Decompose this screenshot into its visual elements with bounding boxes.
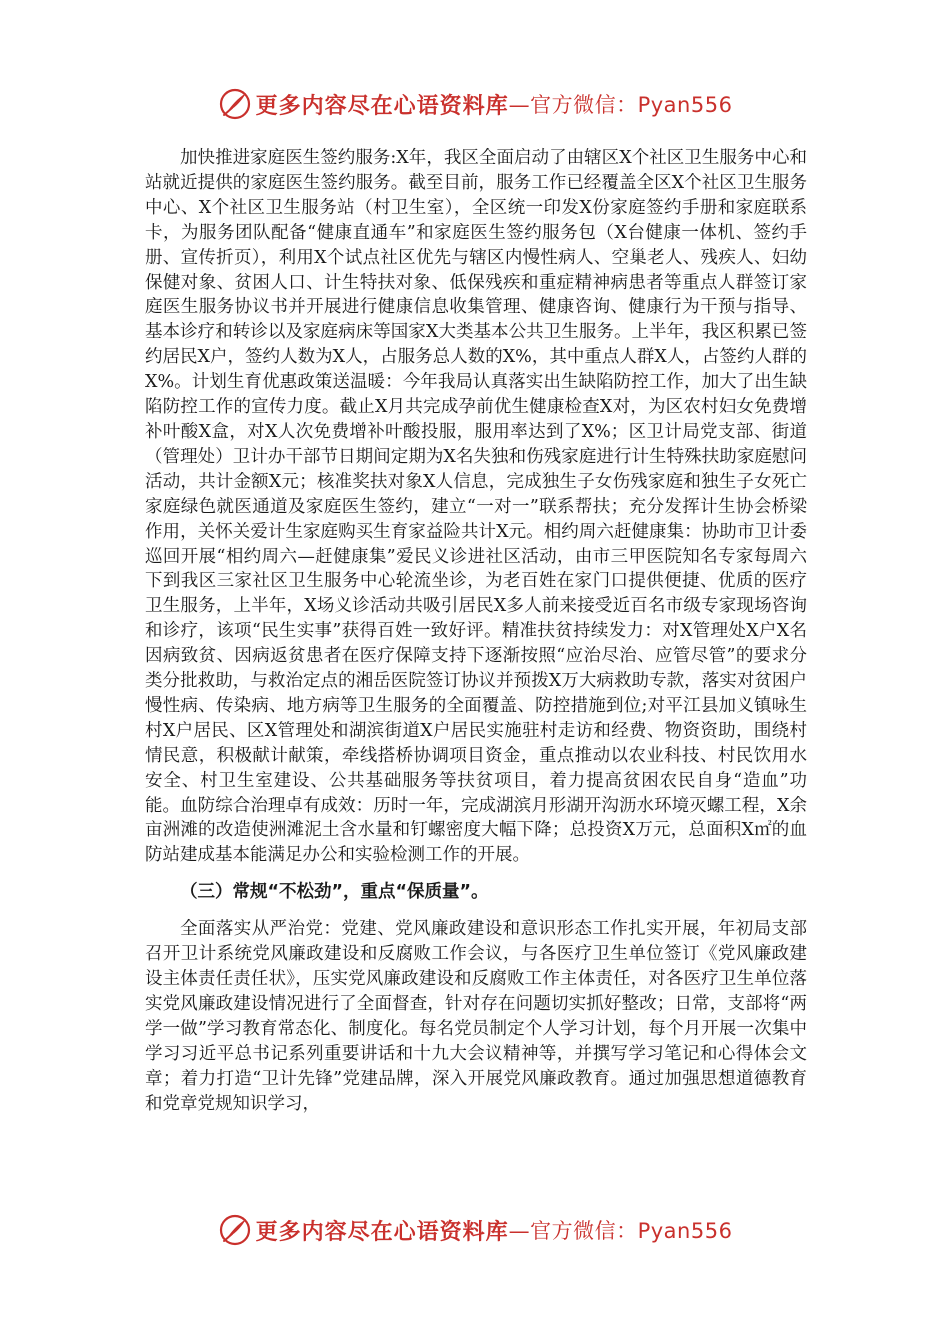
- body-paragraph: 加快推进家庭医生签约服务:X年，我区全面启动了由辖区X个社区卫生服务中心和站就近提供的家庭医生签约服务。截至目前，服务工作已经覆盖全区X个社区卫生服务中心、X个社区卫生服务站（村卫生室），全区统一印发X份家庭签约手册和家庭联系卡，为服务团队配备“健康直通车”和家庭医生签约服务包（X台健康一体机、签约手册、宣传折页），利用X个试点社区优先与辖区内慢性病人、空巢老人、残疾人、妇幼保健对象、贫困人口、计生特扶对象、低保残疾和重症精神病患者等重点人群签订家庭医生服务协议书并开展进行健康信息收集管理、健康咨询、健康行为干预与指导、基本诊疗和转诊以及家庭病床等国家X大类基本公共卫生服务。上半年，我区积累已签约居民X户，签约人数为X人，占服务总人数的X%，其中重点人群X人，占签约人群的X%。计划生育优惠政策送温暖：今年我局认真落实出生缺陷防控工作，加大了出生缺陷防控工作的宣传力度。截止X月共完成孕前优生健康检查X对，为区农村妇女免费增补叶酸X盒，对X人次免费增补叶酸投服，服用率达到了X%；区卫计局党支部、街道（管理处）卫计办干部节日期间定期为X名失独和伤残家庭进行计生特殊扶助家庭慰问活动，共计金额X元；核准奖扶对象X人信息，完成独生子女伤残家庭和独生子女死亡家庭绿色就医通道及家庭医生签约，建立“一对一”联系帮扶；充分发挥计生协会桥梁作用，关怀关爱计生家庭购买生育家益险共计X元。相约周六赶健康集：协助市卫计委巡回开展“相约周六—赶健康集”爱民义诊进社区活动，由市三甲医院知名专家每周六下到我区三家社区卫生服务中心轮流坐诊，为老百姓在家门口提供便捷、优质的医疗卫生服务，上半年，X场义诊活动共吸引居民X多人前来接受近百名市级专家现场咨询和诊疗，该项“民生实事”获得百姓一致好评。精准扶贫持续发力：对X管理处X户X名因病致贫、因病返贫患者在医疗保障支持下逐渐按照“应治尽治、应管尽管”的要求分类分批救助，与救治定点的湘岳医院签订协议并预拨X万大病救助专款，落实对贫困户慢性病、传染病、地方病等卫生服务的全面覆盖、防控措施到位;对平江县加义镇咏生村X户居民、区X管理处和湖滨街道X户居民实施驻村走访和经费、物资资助，围绕村情民意，积极献计献策，牵线搭桥协调项目资金，重点推动以农业科技、村民饮用水安全、村卫生室建设、公共基础服务等扶贫项目，着力提高贫困农民自身“造血”功能。血防综合治理卓有成效：历时一年，完成湖滨月形湖开沟沥水环境灭螺工程，X余亩洲滩的改造使洲滩泥土含水量和钉螺密度大幅下降；总投资X万元，总面积X㎡的血防站建成基本能满足办公和实验检测工作的开展。: [145, 148, 807, 866]
- watermark-brand-text: 更多内容尽在心语资料库: [255, 92, 509, 119]
- watermark-banner-bottom: [0, 1210, 950, 1250]
- body-paragraph: 全面落实从严治党：党建、党风廉政建设和意识形态工作扎实开展，年初局支部召开卫计系统党风廉政建设和反腐败工作会议，与各医疗卫生单位签订《党风廉政建设主体责任责任状》，压实党风廉政建设和反腐败工作主体责任，对各医疗卫生单位落实党风廉政建设情况进行了全面督查，针对存在问题切实抓好整改；日常，支部将“两学一做”学习教育常态化、制度化。每名党员制定个人学习计划，每个月开展一次集中学习习近平总书记系列重要讲话和十九大会议精神等，并撰写学习笔记和心得体会文章；着力打造“卫计先锋”党建品牌，深入开展党风廉政教育。通过加强思想道德教育和党章党规知识学习，: [145, 919, 807, 1114]
- watermark-banner-top: [0, 84, 950, 124]
- feather-pen-logo-icon: [218, 87, 252, 121]
- watermark-contact-text: —官方微信：Pyan556: [508, 93, 733, 117]
- watermark-contact-text: —官方微信：Pyan556: [508, 1219, 733, 1243]
- section-heading: （三）常规“不松劲”，重点“保质量”。: [180, 882, 489, 903]
- feather-pen-logo-icon: [218, 1213, 252, 1247]
- document-body: [145, 146, 807, 1116]
- watermark-brand-text: 更多内容尽在心语资料库: [255, 1218, 509, 1245]
